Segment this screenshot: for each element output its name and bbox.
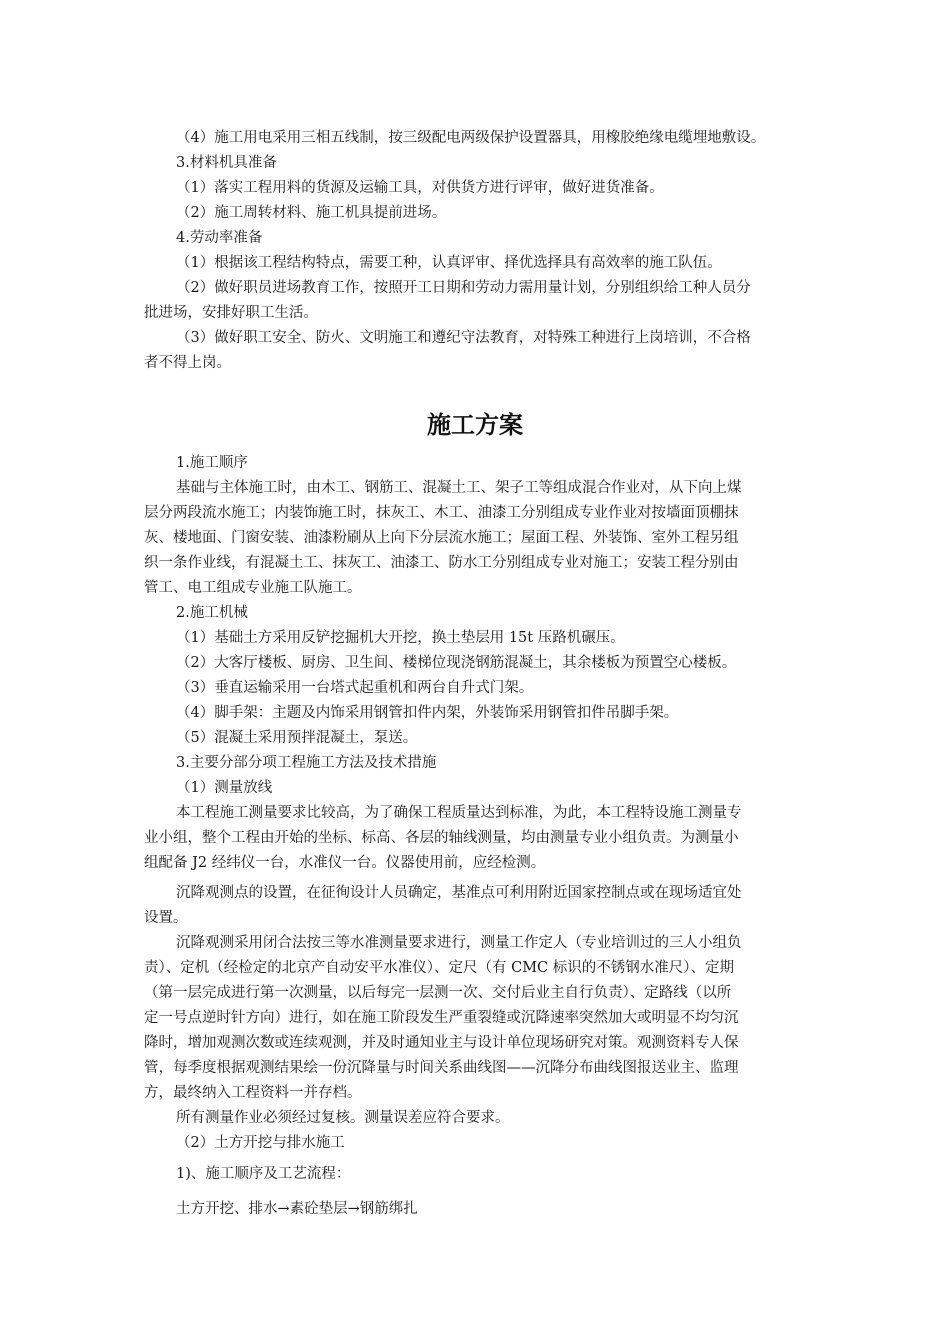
paragraph-line: （1）落实工程用料的货源及运输工具，对供货方进行评审，做好进货准备。 <box>176 180 664 196</box>
paragraph-line: 业小组，整个工程由开始的坐标、标高、各层的轴线测量，均由测量专业小组负责。为测量小 <box>144 830 739 846</box>
paragraph-line: 方，最终纳入工程资料一并存档。 <box>144 1085 362 1101</box>
paragraph-line: 责）、定机（经检定的北京产自动安平水准仪）、定尺（有 CMC 标识的不锈钢水准尺）、定期 <box>144 960 735 976</box>
paragraph-line: 管，每季度根据观测结果绘一份沉降量与时间关系曲线图——沉降分布曲线图报送业主、监理 <box>144 1060 739 1076</box>
paragraph-line: 本工程施工测量要求比较高，为了确保工程质量达到标准，为此，本工程特设施工测量专 <box>176 805 742 821</box>
paragraph-line: （3）做好职工安全、防火、文明施工和遵纪守法教育，对特殊工种进行上岗培训，不合格 <box>176 330 751 346</box>
paragraph-line: 定一号点逆时针方向）进行，如在施工阶段发生严重裂缝或沉降速率突然加大或明显不均匀沉 <box>144 1010 739 1026</box>
section-heading: 1.施工顺序 <box>176 455 248 471</box>
paragraph-line: 降时，增加观测次数或连续观测，并及时通知业主与设计单位现场研究对策。观测资料专人保 <box>144 1035 739 1051</box>
subsection-heading: （1）测量放线 <box>176 780 273 796</box>
section-heading: 3.材料机具准备 <box>176 155 277 171</box>
paragraph-line: （4）脚手架：主题及内饰采用钢管扣件内架，外装饰采用钢管扣件吊脚手架。 <box>176 705 679 721</box>
page-title: 施工方案 <box>427 411 523 439</box>
paragraph-line: 灰、楼地面、门窗安装、油漆粉刷从上向下分层流水施工；屋面工程、外装饰、室外工程另组 <box>144 530 739 546</box>
paragraph-line: （4）施工用电采用三相五线制，按三级配电两级保护设置器具，用橡胶绝缘电缆埋地敷设。 <box>176 130 766 146</box>
paragraph-line: 设置。 <box>144 910 188 926</box>
paragraph-line: （2）做好职员进场教育工作，按照开工日期和劳动力需用量计划，分别组织给工种人员分 <box>176 280 751 296</box>
paragraph-line: （2）大客厅楼板、厨房、卫生间、楼梯位现浇钢筋混凝土，其余楼板为预置空心楼板。 <box>176 655 737 671</box>
section-heading: 2.施工机械 <box>176 605 248 621</box>
paragraph-line: （第一层完成进行第一次测量，以后每完一层测一次、交付后业主自行负责）、定路线（以所 <box>144 985 732 1001</box>
section-heading: 4.劳动率准备 <box>176 230 263 246</box>
paragraph-line: （3）垂直运输采用一台塔式起重机和两台自升式门架。 <box>176 680 534 696</box>
paragraph-line: （5）混凝土采用预拌混凝土，泵送。 <box>176 730 418 746</box>
paragraph-line: 沉降观测点的设置，在征徇设计人员确定，基准点可利用附近国家控制点或在现场适宜处 <box>176 885 742 901</box>
section-heading: 3.主要分部分项工程施工方法及技术措施 <box>176 755 437 771</box>
paragraph-line: （2）施工周转材料、施工机具提前进场。 <box>176 205 447 221</box>
paragraph-line: 批进场，安排好职工生活。 <box>144 305 318 321</box>
paragraph-line: （1）根据该工程结构特点，需要工种，认真评审、择优选择具有高效率的施工队伍。 <box>176 255 722 271</box>
paragraph-line: 层分两段流水施工；内装饰施工时，抹灰工、木工、油漆工分别组成专业作业对按墙面顶棚抹 <box>144 505 739 521</box>
paragraph-line: 所有测量作业必须经过复核。测量误差应符合要求。 <box>176 1110 510 1126</box>
paragraph-line: 基础与主体施工时，由木工、钢筋工、混凝土工、架子工等组成混合作业对，从下向上煤 <box>176 480 742 496</box>
paragraph-line: 管工、电工组成专业施工队施工。 <box>144 580 362 596</box>
paragraph-line: 1)、施工顺序及工艺流程： <box>176 1166 351 1182</box>
paragraph-line: 组配备 J2 经纬仪一台，水准仪一台。仪器使用前，应经检测。 <box>144 855 546 871</box>
paragraph-line: （1）基础土方采用反铲挖掘机大开挖，换土垫层用 15t 压路机碾压。 <box>176 630 625 646</box>
paragraph-line: 者不得上岗。 <box>144 355 231 371</box>
paragraph-line: 土方开挖、排水→素砼垫层→钢筋绑扎 <box>176 1201 418 1217</box>
paragraph-line: 织一条作业线，有混凝土工、抹灰工、油漆工、防水工分别组成专业对施工；安装工程分别由 <box>144 555 739 571</box>
subsection-heading: （2）土方开挖与排水施工 <box>176 1135 345 1151</box>
paragraph-line: 沉降观测采用闭合法按三等水准测量要求进行，测量工作定人（专业培训过的三人小组负 <box>176 935 742 951</box>
